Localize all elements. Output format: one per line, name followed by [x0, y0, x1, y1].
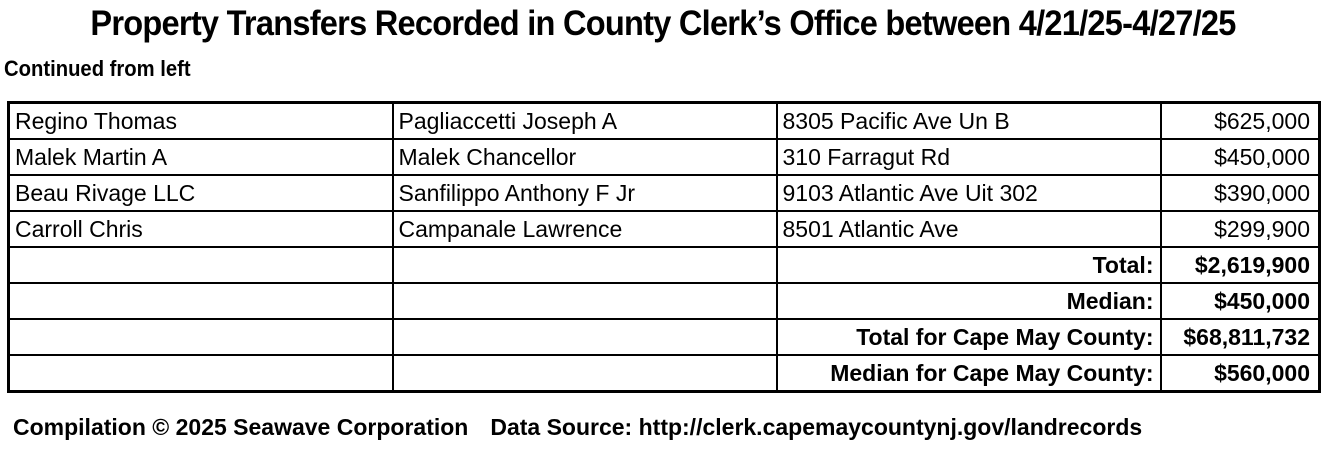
- page-title: Property Transfers Recorded in County Clerk’s Office between 4/21/25-4/27/25: [90, 4, 1236, 43]
- empty-cell: [393, 355, 777, 392]
- summary-label: Total:: [777, 247, 1161, 283]
- price-cell: $450,000: [1161, 139, 1320, 175]
- seller-cell: Regino Thomas: [9, 103, 393, 140]
- summary-row-county-total: [9, 319, 1320, 355]
- empty-cell: [393, 247, 777, 283]
- buyer-cell: Malek Chancellor: [393, 139, 777, 175]
- seller-cell: Beau Rivage LLC: [9, 175, 393, 211]
- summary-value: $450,000: [1161, 283, 1320, 319]
- address-cell: 8305 Pacific Ave Un B: [777, 103, 1161, 140]
- address-cell: 8501 Atlantic Ave: [777, 211, 1161, 247]
- summary-label: Median for Cape May County:: [777, 355, 1161, 392]
- transfers-table: [7, 101, 1321, 393]
- continued-note: Continued from left: [4, 56, 191, 81]
- table-row: [9, 103, 1320, 140]
- empty-cell: [9, 247, 393, 283]
- summary-row-county-median: [9, 355, 1320, 392]
- copyright-text: Compilation © 2025 Seawave Corporation: [13, 414, 469, 440]
- empty-cell: [9, 319, 393, 355]
- empty-cell: [393, 319, 777, 355]
- price-cell: $299,900: [1161, 211, 1320, 247]
- empty-cell: [9, 355, 393, 392]
- buyer-cell: Campanale Lawrence: [393, 211, 777, 247]
- address-cell: 9103 Atlantic Ave Uit 302: [777, 175, 1161, 211]
- footer: [13, 410, 1142, 444]
- buyer-cell: Pagliaccetti Joseph A: [393, 103, 777, 140]
- price-cell: $625,000: [1161, 103, 1320, 140]
- summary-row-median: [9, 283, 1320, 319]
- summary-label: Median:: [777, 283, 1161, 319]
- summary-value: $68,811,732: [1161, 319, 1320, 355]
- summary-value: $560,000: [1161, 355, 1320, 392]
- summary-value: $2,619,900: [1161, 247, 1320, 283]
- address-cell: 310 Farragut Rd: [777, 139, 1161, 175]
- empty-cell: [393, 283, 777, 319]
- table-row: [9, 175, 1320, 211]
- summary-label: Total for Cape May County:: [777, 319, 1161, 355]
- empty-cell: [9, 283, 393, 319]
- seller-cell: Carroll Chris: [9, 211, 393, 247]
- data-source-text: Data Source: http://clerk.capemaycountynj.gov/landrecords: [490, 414, 1143, 440]
- table-row: [9, 211, 1320, 247]
- table-row: [9, 139, 1320, 175]
- summary-row-total: [9, 247, 1320, 283]
- price-cell: $390,000: [1161, 175, 1320, 211]
- seller-cell: Malek Martin A: [9, 139, 393, 175]
- buyer-cell: Sanfilippo Anthony F Jr: [393, 175, 777, 211]
